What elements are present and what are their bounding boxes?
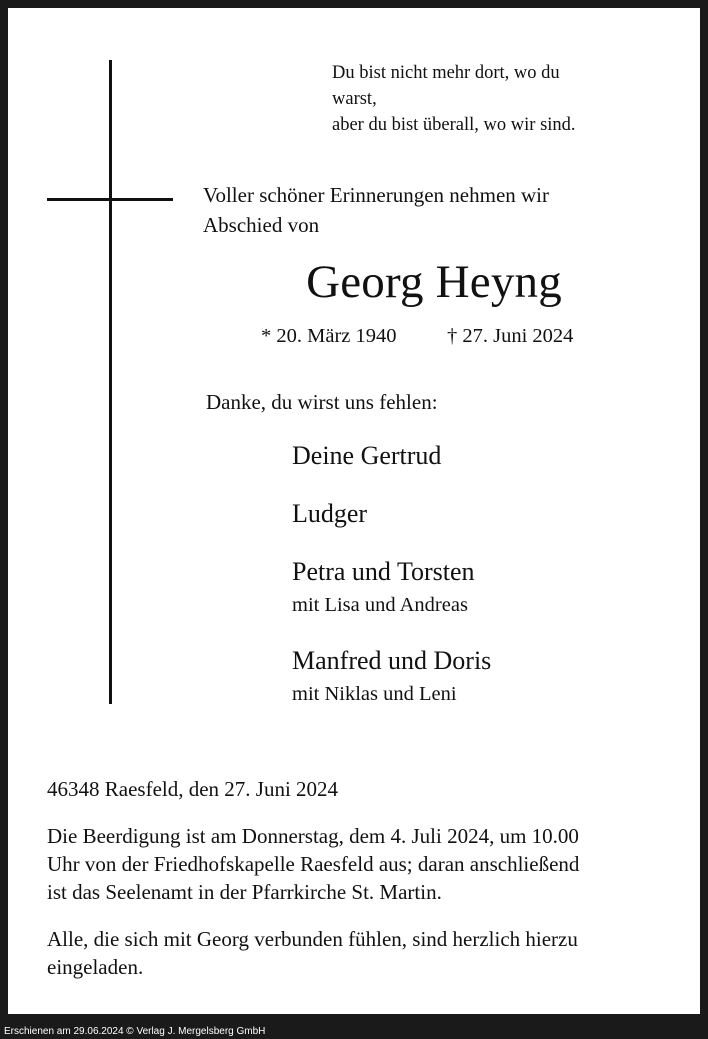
intro-text	[203, 180, 549, 240]
thanks-line: Danke, du wirst uns fehlen:	[206, 390, 438, 414]
funeral-line-1: Die Beerdigung ist am Donnerstag, dem 4. Juli 2024, um 10.00	[47, 824, 579, 848]
funeral-details	[47, 822, 579, 906]
invitation-text	[47, 925, 578, 981]
intro-line-2: Abschied von	[203, 213, 320, 237]
quote-line-3: aber du bist überall, wo wir sind.	[332, 115, 576, 135]
place-and-date: 46348 Raesfeld, den 27. Juni 2024	[47, 777, 339, 801]
funeral-line-3: ist das Seelenamt in der Pfarrkirche St. Martin.	[47, 880, 442, 904]
quote-line-2: warst,	[332, 89, 377, 109]
funeral-line-2: Uhr von der Friedhofskapelle Raesfeld aus; daran anschließend	[47, 852, 580, 876]
mourner-children: mit Lisa und Andreas	[292, 594, 468, 616]
quote-line-1: Du bist nicht mehr dort, wo du	[332, 63, 560, 83]
obituary-card	[8, 8, 700, 1014]
cross-horizontal-bar	[47, 198, 173, 201]
birth-date: * 20. März 1940	[261, 325, 397, 347]
mourner-name: Deine Gertrud	[292, 441, 442, 470]
intro-line-1: Voller schöner Erinnerungen nehmen wir	[203, 183, 550, 207]
memorial-quote	[332, 60, 576, 138]
mourner-name: Manfred und Doris	[292, 646, 492, 675]
mourner-children: mit Niklas und Leni	[292, 683, 457, 705]
mourner-name: Petra und Torsten	[292, 557, 475, 586]
publication-footer: Erschienen am 29.06.2024 © Verlag J. Mergelsberg GmbH	[4, 1026, 266, 1037]
cross-vertical-bar	[109, 60, 112, 704]
deceased-name: Georg Heyng	[306, 256, 562, 308]
mourner-name: Ludger	[292, 499, 368, 528]
invitation-line-1: Alle, die sich mit Georg verbunden fühlen, sind herzlich hierzu	[47, 927, 578, 951]
death-date: † 27. Juni 2024	[447, 325, 574, 347]
invitation-line-2: eingeladen.	[47, 955, 144, 979]
